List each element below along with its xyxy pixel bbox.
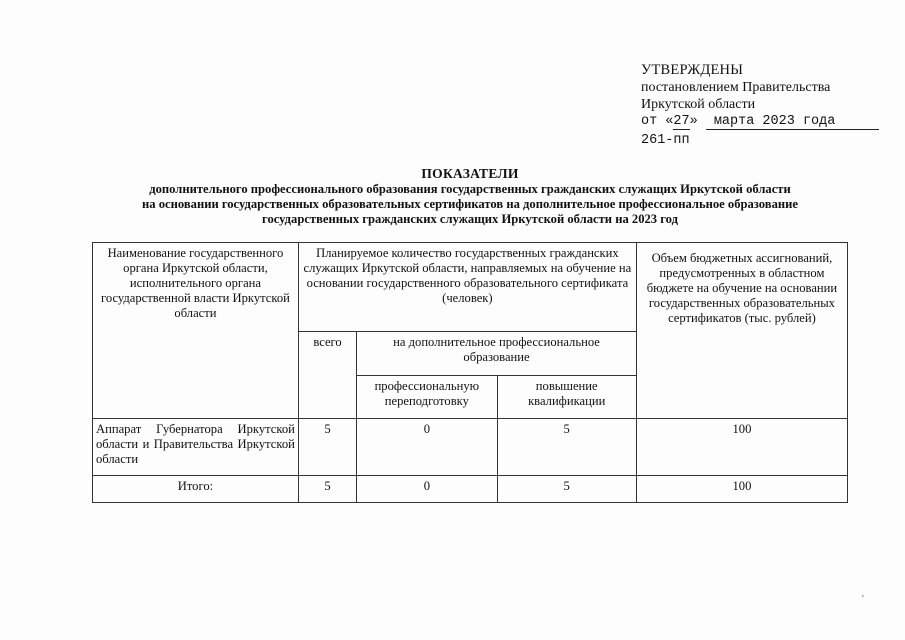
row-retraining: 0 xyxy=(357,419,497,476)
page-title: ПОКАЗАТЕЛИ xyxy=(421,166,519,181)
date-prefix: от « xyxy=(641,114,674,129)
total-budget: 100 xyxy=(636,476,847,503)
total-total: 5 xyxy=(298,476,356,503)
total-retraining: 0 xyxy=(357,476,497,503)
header-org: Наименование государственного органа Иркутской области, исполнительного органа государственной власти Иркутской области xyxy=(93,243,299,419)
approval-block xyxy=(641,62,871,149)
date-month-year: марта 2023 года xyxy=(706,114,880,130)
header-total: всего xyxy=(298,332,356,419)
row-org: Аппарат Губернатора Иркутской области и Правительства Иркутской области xyxy=(93,419,299,476)
approval-date xyxy=(641,113,871,130)
date-day: 27 xyxy=(673,114,690,129)
header-qualification: повышение квалификации xyxy=(497,376,636,419)
scan-speck: ' xyxy=(862,594,864,605)
row-total: 5 xyxy=(298,419,356,476)
heading-line-2: на основании государственных образовательных сертификатов на дополнительное профессиональное образование xyxy=(142,197,798,211)
total-label: Итого: xyxy=(93,476,299,503)
approval-number: 261-пп xyxy=(641,133,690,148)
header-budget: Объем бюджетных ассигнований, предусмотренных в областном бюджете на обучение на основании государственных образовательных сертификатов (тыс. рублей) xyxy=(636,243,847,419)
header-dpo: на дополнительное профессиональное образование xyxy=(357,332,637,376)
date-mid: » xyxy=(689,114,698,129)
table-row xyxy=(93,419,848,476)
document-heading xyxy=(60,166,880,227)
indicators-table xyxy=(92,242,848,503)
header-retraining: профессиональную переподготовку xyxy=(357,376,497,419)
approval-line-2: Иркутской области xyxy=(641,97,756,112)
header-planned: Планируемое количество государственных гражданских служащих Иркутской области, направляемых на обучение на основании государственного образовательного сертификата (человек) xyxy=(298,243,636,332)
row-qualification: 5 xyxy=(497,419,636,476)
heading-line-3: государственных гражданских служащих Иркутской области на 2023 год xyxy=(262,212,678,226)
total-qualification: 5 xyxy=(497,476,636,503)
table-header-row xyxy=(93,243,848,332)
approval-line-1: постановлением Правительства xyxy=(641,80,831,95)
row-budget: 100 xyxy=(636,419,847,476)
approval-title: УТВЕРЖДЕНЫ xyxy=(641,62,744,78)
table-total-row xyxy=(93,476,848,503)
heading-line-1: дополнительного профессионального образования государственных гражданских служащих Иркутской области xyxy=(149,182,791,196)
